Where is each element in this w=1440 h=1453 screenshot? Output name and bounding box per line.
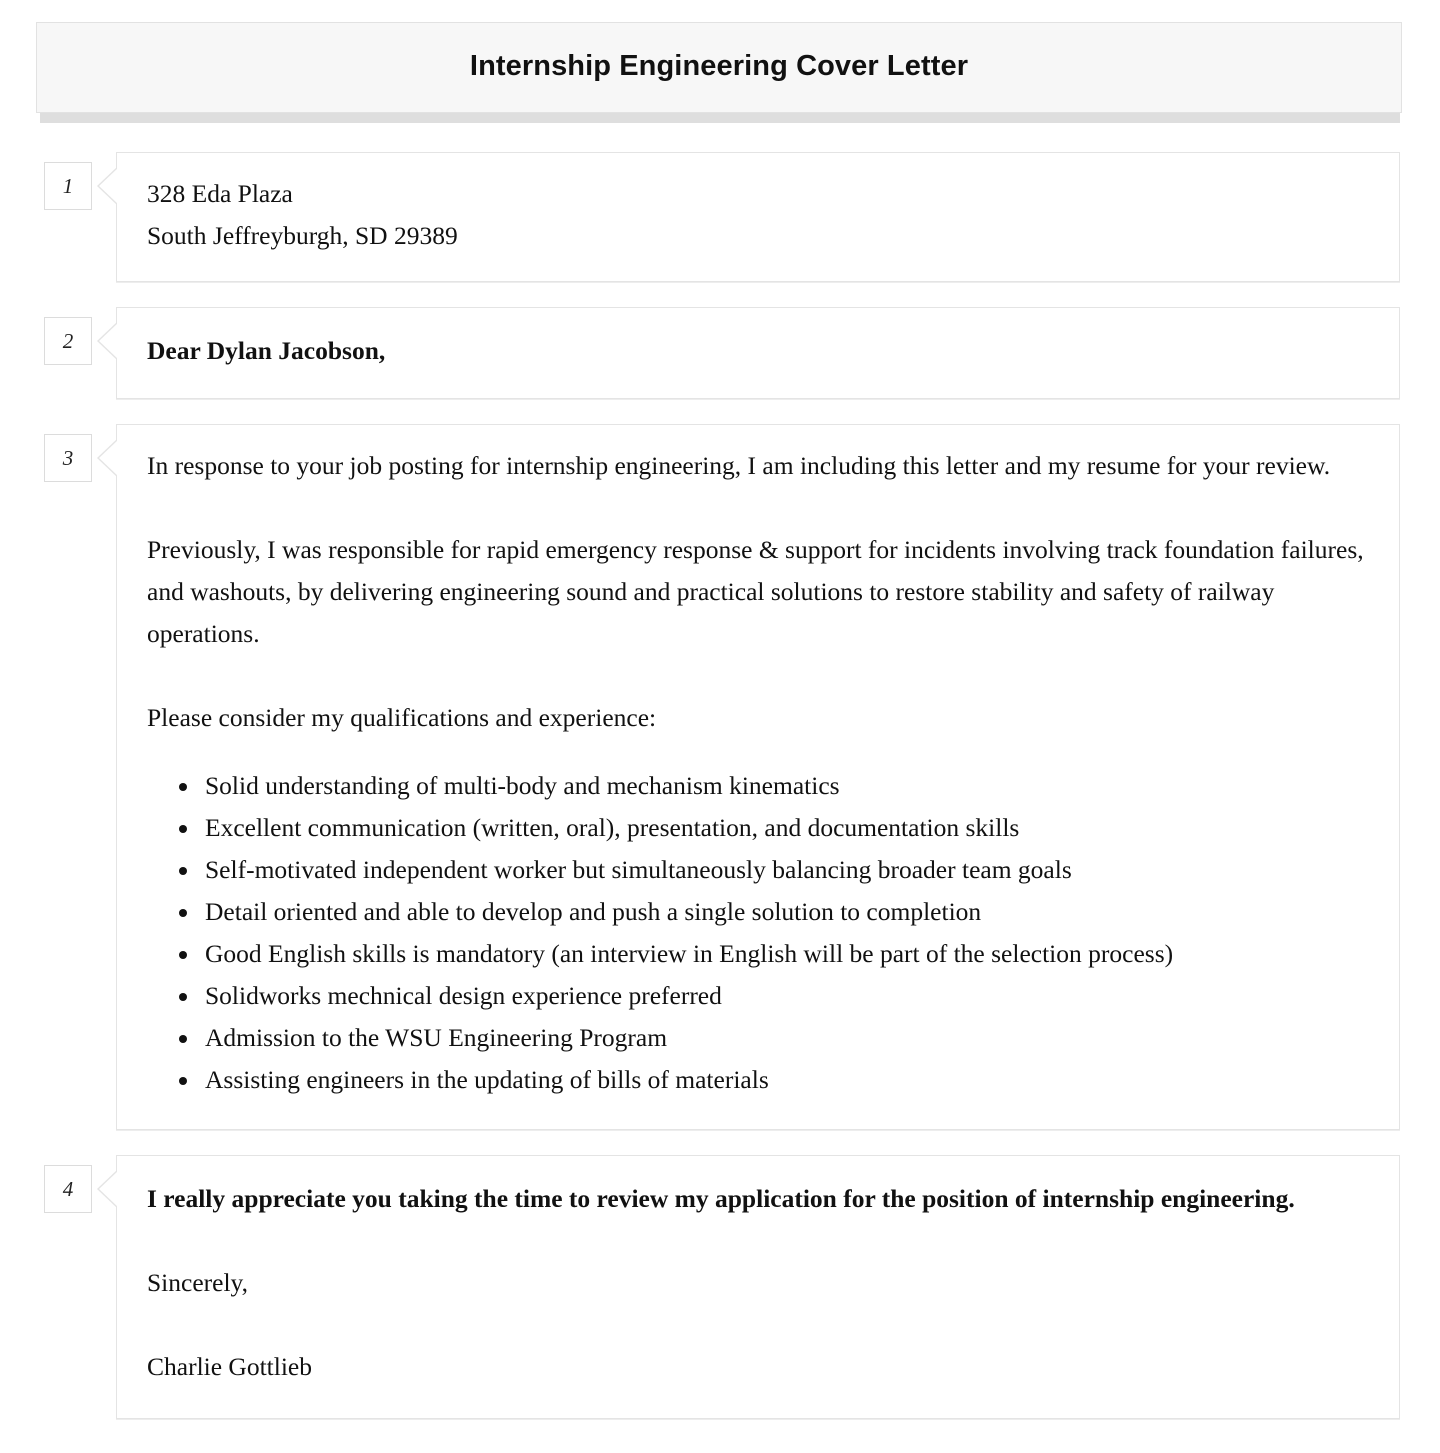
address-line-1: 328 Eda Plaza bbox=[147, 179, 293, 208]
list-item: • Assisting engineers in the updating of bills of materials bbox=[201, 1059, 1371, 1101]
section-marker-4[interactable]: 4 bbox=[44, 1165, 92, 1213]
closing-signature: Charlie Gottlieb bbox=[147, 1352, 313, 1381]
section-marker-2[interactable]: 2 bbox=[44, 317, 92, 365]
address-block bbox=[147, 173, 1371, 257]
section-closing bbox=[0, 1155, 1440, 1419]
callout-notch-fill-icon bbox=[99, 167, 119, 205]
closing-appreciation: I really appreciate you taking the time to review my application for the position of internship engineering. bbox=[147, 1184, 1295, 1213]
callout-notch-fill-icon bbox=[99, 322, 119, 360]
callout-letter-body[interactable] bbox=[116, 424, 1400, 1130]
list-item: • Excellent communication (written, oral), presentation, and documentation skills bbox=[201, 807, 1371, 849]
callout-sender-address[interactable] bbox=[116, 152, 1400, 282]
section-letter-body bbox=[0, 424, 1440, 1130]
section-marker-3[interactable]: 3 bbox=[44, 434, 92, 482]
list-item: • Self-motivated independent worker but simultaneously balancing broader team goals bbox=[201, 849, 1371, 891]
list-item: • Good English skills is mandatory (an interview in English will be part of the selection process) bbox=[201, 933, 1371, 975]
list-item: • Solidworks mechnical design experience preferred bbox=[201, 975, 1371, 1017]
page-title: Internship Engineering Cover Letter bbox=[469, 50, 969, 82]
section-marker-1[interactable]: 1 bbox=[44, 162, 92, 210]
body-paragraph-1: In response to your job posting for internship engineering, I am including this letter and my resume for your review. bbox=[147, 451, 1331, 480]
callout-notch-fill-icon bbox=[99, 439, 119, 477]
header-shadow-bar bbox=[40, 113, 1400, 123]
callout-salutation[interactable] bbox=[116, 307, 1400, 399]
body-paragraph-3: Please consider my qualifications and experience: bbox=[147, 703, 657, 732]
sections-container bbox=[0, 152, 1440, 1444]
section-salutation bbox=[0, 307, 1440, 399]
salutation-text: Dear Dylan Jacobson, bbox=[147, 336, 386, 365]
list-item: • Solid understanding of multi-body and mechanism kinematics bbox=[201, 765, 1371, 807]
qualifications-list bbox=[147, 765, 1371, 1101]
list-item: • Detail oriented and able to develop and push a single solution to completion bbox=[201, 891, 1371, 933]
list-item: • Admission to the WSU Engineering Program bbox=[201, 1017, 1371, 1059]
callout-notch-fill-icon bbox=[99, 1170, 119, 1208]
body-paragraph-2: Previously, I was responsible for rapid emergency response & support for incidents involving track foundation failures, and washouts, by delivering engineering sound and practical solutions to restore stability and safety of railway operations. bbox=[147, 535, 1364, 648]
closing-signoff: Sincerely, bbox=[147, 1268, 249, 1297]
section-sender-address bbox=[0, 152, 1440, 282]
callout-closing[interactable] bbox=[116, 1155, 1400, 1419]
document-header bbox=[36, 22, 1402, 123]
document-header-box bbox=[36, 22, 1402, 113]
address-line-2: South Jeffreyburgh, SD 29389 bbox=[147, 221, 458, 250]
